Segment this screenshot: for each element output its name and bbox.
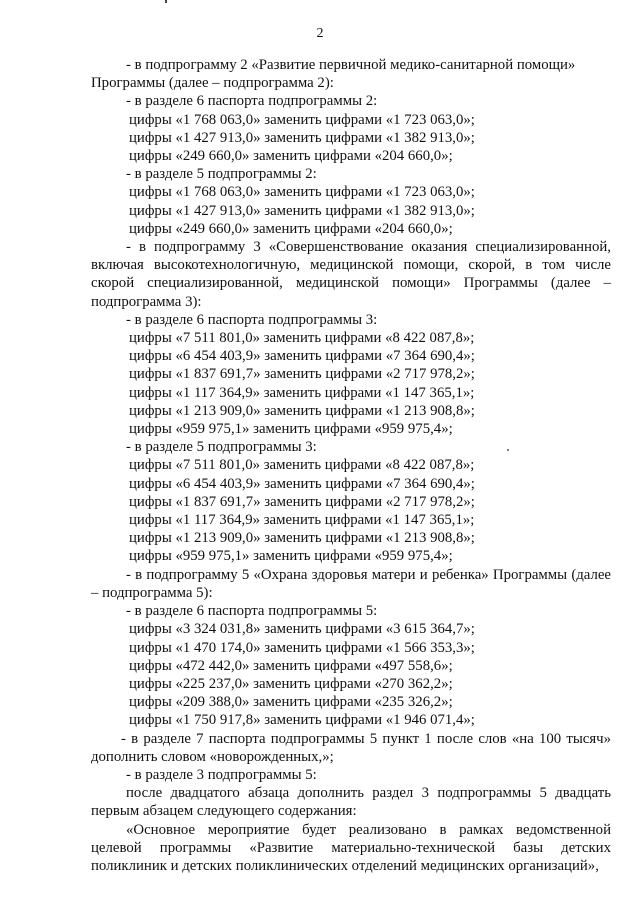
- text-line: цифры «249 660,0» заменить цифрами «204 660,0»;: [129, 220, 453, 237]
- text-line: цифры «209 388,0» заменить цифрами «235 326,2»;: [129, 694, 453, 711]
- subprogram-3-paragraph: - в подпрограмму 3 «Совершенствование оказания специализированной, включая высокотехнологичную, медицинской помощи, скорой, в том числе скорой специализированной, медицинской помощи» Программы (далее – подпрограмма 3):: [91, 239, 611, 310]
- text-line: - в разделе 6 паспорта подпрограммы 3:: [126, 311, 378, 328]
- section-3-line: - в разделе 3 подпрограммы 5:: [126, 766, 317, 783]
- document-body: [91, 56, 611, 875]
- section-7-paragraph: - в разделе 7 паспорта подпрограммы 5 пункт 1 после слов «на 100 тысяч» дополнить словом «новорожденных,»;: [91, 730, 611, 765]
- text-line: цифры «959 975,1» заменить цифрами «959 975,4»;: [129, 548, 453, 565]
- text-line: цифры «1 750 917,8» заменить цифрами «1 946 071,4»;: [129, 712, 475, 729]
- text-line: - в разделе 5 подпрограммы 2:: [126, 166, 317, 183]
- subprogram-5-block: [91, 602, 611, 729]
- text-line: цифры «1 117 364,9» заменить цифрами «1 147 365,1»;: [129, 384, 475, 401]
- text-line: цифры «6 454 403,9» заменить цифрами «7 364 690,4»;: [129, 348, 475, 365]
- text-line: цифры «225 237,0» заменить цифрами «270 362,2»;: [129, 675, 453, 692]
- quote-paragraph: «Основное мероприятие будет реализовано в рамках ведомственной целевой программы «Развитие материально-технической базы детских поликлиник и детских поликлинических отделений медицинских организаций»,: [91, 821, 611, 874]
- text-line: цифры «959 975,1» заменить цифрами «959 975,4»;: [129, 421, 453, 438]
- scan-dot: [507, 449, 509, 451]
- scan-mark: [165, 0, 167, 3]
- text-line: цифры «1 427 913,0» заменить цифрами «1 382 913,0»;: [129, 202, 475, 219]
- text-line: цифры «1 427 913,0» заменить цифрами «1 382 913,0»;: [129, 129, 475, 146]
- text-line: цифры «3 324 031,8» заменить цифрами «3 615 364,7»;: [129, 621, 475, 638]
- after-paragraph: после двадцатого абзаца дополнить раздел 3 подпрограммы 5 двадцать первым абзацем следующего содержания:: [91, 785, 611, 820]
- text-line: Программы (далее – подпрограмма 2):: [91, 75, 334, 92]
- text-line: цифры «1 768 063,0» заменить цифрами «1 723 063,0»;: [129, 111, 475, 128]
- text-line: цифры «1 117 364,9» заменить цифрами «1 147 365,1»;: [129, 512, 475, 529]
- text-line: цифры «472 442,0» заменить цифрами «497 558,6»;: [129, 657, 453, 674]
- text-line: цифры «1 768 063,0» заменить цифрами «1 723 063,0»;: [129, 184, 475, 201]
- text-line: цифры «1 470 174,0» заменить цифрами «1 566 353,3»;: [129, 639, 475, 656]
- text-line: - в подпрограмму 2 «Развитие первичной медико-санитарной помощи»: [126, 57, 576, 73]
- subprogram-5-paragraph: - в подпрограмму 5 «Охрана здоровья матери и ребенка» Программы (далее – подпрограмма 5):: [91, 566, 611, 601]
- text-line: - в разделе 6 паспорта подпрограммы 2:: [126, 93, 378, 110]
- subprogram-2-block: [91, 56, 611, 238]
- text-line: цифры «1 837 691,7» заменить цифрами «2 717 978,2»;: [129, 366, 475, 383]
- text-line: цифры «6 454 403,9» заменить цифрами «7 364 690,4»;: [129, 475, 475, 492]
- text-line: цифры «1 213 909,0» заменить цифрами «1 213 908,8»;: [129, 530, 475, 547]
- text-line: - в разделе 6 паспорта подпрограммы 5:: [126, 603, 378, 620]
- subprogram-3-block: [91, 311, 611, 566]
- page-number: 2: [316, 26, 324, 41]
- text-line: цифры «1 213 909,0» заменить цифрами «1 213 908,8»;: [129, 402, 475, 419]
- text-line: - в разделе 5 подпрограммы 3:: [126, 439, 317, 456]
- text-line: цифры «7 511 801,0» заменить цифрами «8 422 087,8»;: [129, 457, 475, 474]
- text-line: цифры «249 660,0» заменить цифрами «204 660,0»;: [129, 148, 453, 165]
- text-line: цифры «7 511 801,0» заменить цифрами «8 422 087,8»;: [129, 330, 475, 347]
- text-line: цифры «1 837 691,7» заменить цифрами «2 717 978,2»;: [129, 493, 475, 510]
